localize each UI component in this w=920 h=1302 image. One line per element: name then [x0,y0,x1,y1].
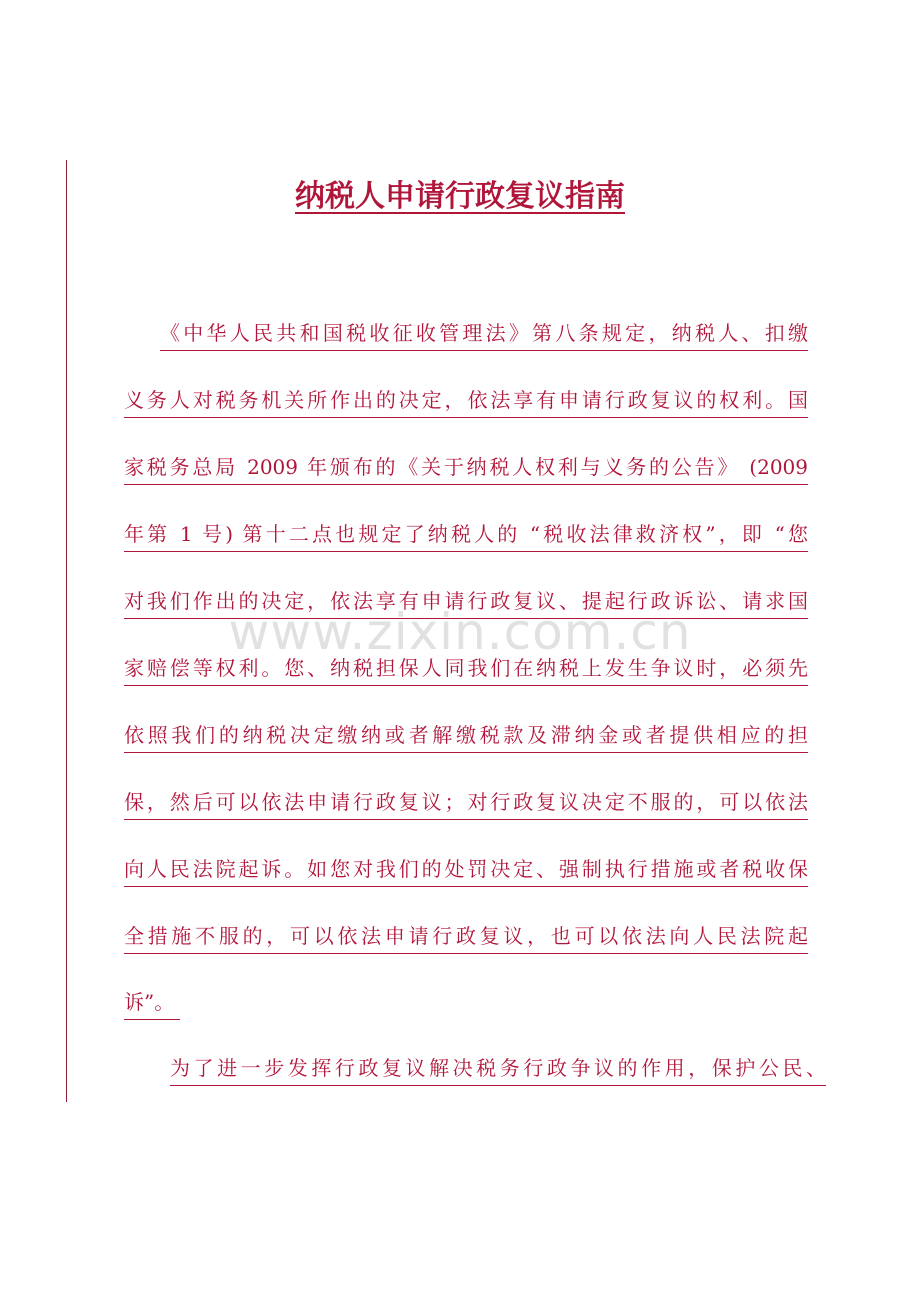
title-text: 纳税人申请行政复议指南 [295,179,625,214]
paragraph-1-line-5: 对我们作出的决定，依法享有申请行政复议、提起行政诉讼、请求国 [124,584,808,619]
paragraph-1-line-7: 依照我们的纳税决定缴纳或者解缴税款及滞纳金或者提供相应的担 [124,718,808,753]
paragraph-1-line-9: 向人民法院起诉。如您对我们的处罚决定、强制执行措施或者税收保 [124,852,808,887]
paragraph-1-line-2: 义务人对税务机关所作出的决定，依法享有申请行政复议的权利。国 [124,383,808,418]
paragraph-1-line-8: 保，然后可以依法申请行政复议；对行政复议决定不服的，可以依法 [124,785,808,820]
paragraph-2-line-1: 为了进一步发挥行政复议解决税务行政争议的作用，保护公民、 [170,1051,826,1086]
paragraph-1-line-1: 《中华人民共和国税收征收管理法》第八条规定，纳税人、扣缴 [160,316,808,351]
paragraph-1-line-3: 家税务总局 2009 年颁布的《关于纳税人权利与义务的公告》 (2009 [124,450,808,485]
paragraph-1-line-6: 家赔偿等权利。您、纳税担保人同我们在纳税上发生争议时，必须先 [124,651,808,686]
paragraph-1-line-10: 全措施不服的，可以依法申请行政复议，也可以依法向人民法院起 [124,919,808,954]
paragraph-1-line-4: 年第 1 号) 第十二点也规定了纳税人的 “税收法律救济权”，即 “您 [124,517,808,552]
paragraph-1-line-11: 诉”。 [124,985,180,1020]
document-title [0,174,920,220]
left-margin-rule [66,160,67,1102]
watermark: www.zixin.com.cn [228,603,692,661]
